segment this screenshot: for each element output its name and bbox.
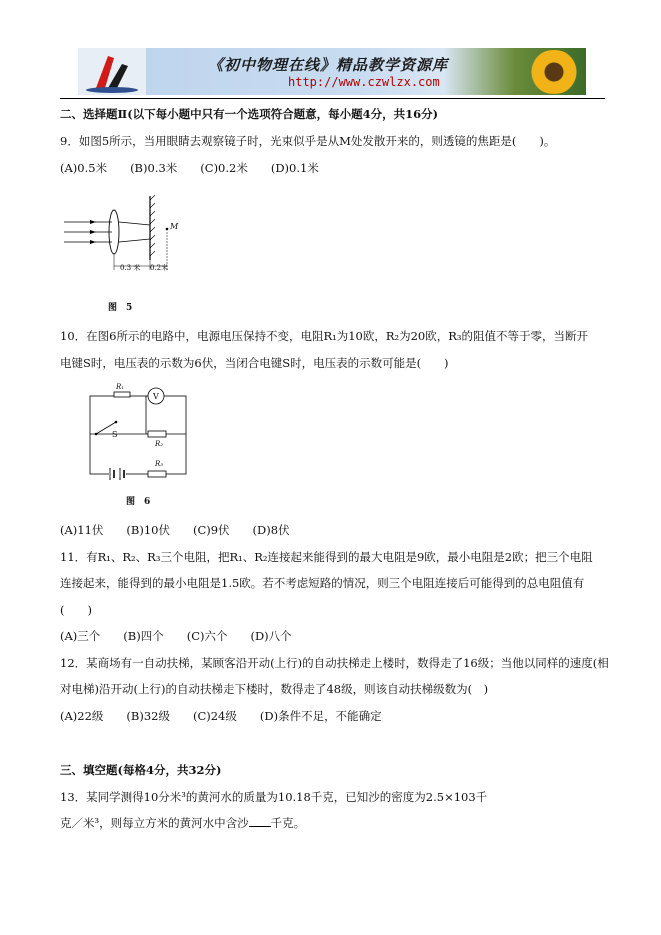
q11-line3: ( ) (60, 603, 92, 617)
q12-options: (A)22级 (B)32级 (C)24级 (D)条件不足，不能确定 (60, 709, 382, 723)
q10-line2: 电键S时，电压表的示数为6伏，当闭合电键S时，电压表的示数可能是( ) (60, 356, 449, 370)
figure-5-caption: 图 5 (108, 303, 133, 313)
banner-url[interactable]: http://www.czwlzx.com (288, 75, 440, 89)
header-rule (60, 98, 605, 99)
figure-6-label-v: V (153, 392, 159, 401)
banner-title: 《初中物理在线》精品教学资源库 (208, 56, 449, 74)
q12-line1: 12．某商场有一自动扶梯，某顾客沿开动(上行)的自动扶梯走上楼时，数得走了16级；当他以同样的速度(相 (60, 656, 609, 670)
q13-line2-end: 千克。 (270, 816, 306, 830)
q10-options: (A)11伏 (B)10伏 (C)9伏 (D)8伏 (60, 523, 290, 537)
header-banner (78, 48, 586, 95)
figure-5-distance-1: 0.3 米 (120, 264, 141, 272)
figure-5-distance-2: 0.2米 (150, 264, 169, 272)
answer-blank[interactable] (249, 816, 271, 827)
q9-text: 9．如图5所示，当用眼睛去观察镜子时，光束似乎是从M处发散开来的，则透镜的焦距是( )。 (60, 134, 556, 148)
section2-heading: 二、选择题Ⅱ(以下每小题中只有一个选项符合题意，每小题4分，共16分) (60, 107, 439, 121)
q11-options: (A)三个 (B)四个 (C)六个 (D)八个 (60, 629, 292, 643)
figure-6-circuit (82, 382, 192, 482)
q10-line1: 10．在图6所示的电路中，电源电压保持不变，电阻R₁为10欧，R₂为20欧，R₃的阻值不等于零，当断开 (60, 329, 589, 343)
q13-line2-start: 克／米³，则每立方米的黄河水中含沙 (60, 816, 249, 830)
figure-6-label-r2: R₂ (155, 440, 164, 448)
section3-heading: 三、填空题(每格4分，共32分) (60, 763, 222, 777)
q9-options: (A)0.5米 (B)0.3米 (C)0.2米 (D)0.1米 (60, 161, 319, 175)
site-logo (78, 48, 146, 95)
q13-line1: 13．某同学测得10分米³的黄河水的质量为10.18千克，已知沙的密度为2.5×103千 (60, 790, 488, 804)
q11-line1: 11．有R₁、R₂、R₃三个电阻，把R₁、R₂连接起来能得到的最大电阻是9欧，最小电阻是2欧；把三个电阻 (60, 550, 593, 564)
q13-line2 (60, 815, 305, 831)
figure-6-label-s: S (112, 430, 118, 439)
q12-line2: 对电梯)沿开动(上行)的自动扶梯走下楼时，数得走了48级，则该自动扶梯级数为( ) (60, 682, 489, 696)
figure-6-label-r3: R₃ (155, 460, 164, 468)
sunflower-image (528, 50, 580, 94)
figure-6-caption: 图 6 (126, 497, 151, 507)
q11-line2: 连接起来，能得到的最小电阻是1.5欧。若不考虑短路的情况，则三个电阻连接后可能得到的总电阻值有 (60, 576, 585, 590)
figure-5-point-m: M (170, 222, 179, 231)
figure-6-label-r1: R₁ (116, 383, 125, 391)
